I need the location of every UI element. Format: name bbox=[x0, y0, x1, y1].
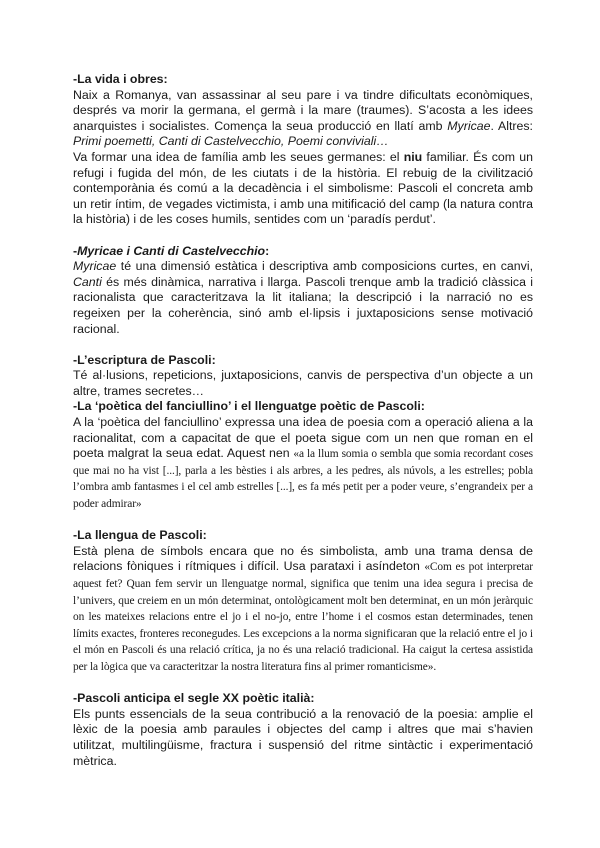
text-run: : bbox=[265, 243, 270, 258]
section-heading-myricae bbox=[73, 244, 533, 260]
text-run: és més dinàmica, narrativa i llarga. Pascoli trenque amb la tradició clàssica i racionalista que caracteritzava la lit italiana; la descripció i la narració no es regeixen per la coherència, sinó amb el·lipsis i juxtaposicions sense motivació racional. bbox=[73, 274, 533, 336]
italic-title: Canti bbox=[73, 274, 102, 289]
paragraph-llengua bbox=[73, 544, 533, 676]
text-run: té una dimensió estàtica i descriptiva amb composicions curtes, en canvi, bbox=[116, 259, 533, 274]
section-heading-llengua: -La llengua de Pascoli: bbox=[73, 528, 207, 543]
text-run: familiar. És com un refugi i fugida del món, de les ciutats i de la història. El rebuig de la civilització contemporània és comú a la decadència i el simbolisme: Pascoli el concreta amb un retir íntim, de vegades victimista, i amb una mitificació del camp (la natura contra la història) i de les coses humils, sentides com un ‘paradís perdut’. bbox=[73, 149, 533, 227]
section-heading-segle-xx: -Pascoli anticipa el segle XX poètic italià: bbox=[73, 691, 315, 706]
paragraph-escriptura: Té al·lusions, repeticions, juxtaposicions, canvis de perspectiva d’un objecte a un altre, trames secretes… bbox=[73, 368, 533, 398]
quotation: «a la llum somia o sembla que somia recordant coses que mai no ha vist [...], parla a les bèsties i als arbres, a les pedres, als núvols, a les estrelles; pobla l’ombra amb fantasmes i el cel amb estrelles [...], es fa més petit per a poder veure, s’engrandeix per a poder admirar» bbox=[73, 448, 534, 511]
paragraph-vida bbox=[73, 88, 533, 150]
document-page bbox=[73, 72, 533, 769]
italic-titles: Primi poemetti, Canti di Castelvecchio, Poemi conviviali… bbox=[73, 134, 389, 149]
text-run: Naix a Romanya, van assassinar al seu pare i va tindre dificultats econòmiques, després va morir la germana, el germà i la mare (traumes). S’acosta a les idees anarquistes i socialistes. Comença la seua producció en llatí amb bbox=[73, 87, 533, 133]
paragraph-segle-xx: Els punts essencials de la seua contribució a la renovació de la poesia: amplie el lèxic de la poesia amb paraules i objectes del camp i altres que mai s’havien utilitzat, multilingüisme, fractura i suspensió del ritme sintàctic i experimentació mètrica. bbox=[73, 706, 533, 768]
italic-title: Myricae bbox=[73, 259, 117, 274]
text-run: . Altres: bbox=[490, 118, 533, 133]
italic-title: Myricae i Canti di Castelvecchio bbox=[77, 243, 266, 258]
paragraph-familia bbox=[73, 150, 533, 228]
text-run: A la ‘poètica del fanciullino’ expressa una idea de poesia com a operació aliena a la racionalitat, com a capacitat de que el poeta sigue com un nen que roman en el poeta malgrat la seua edat. Aquest nen bbox=[73, 415, 533, 461]
section-heading-fanciullino: -La ‘poètica del fanciullino’ i el llenguatge poètic de Pascoli: bbox=[73, 399, 425, 414]
paragraph-myricae bbox=[73, 259, 533, 337]
text-run: - bbox=[73, 243, 78, 258]
paragraph-fanciullino bbox=[73, 415, 533, 513]
text-run: Està plena de símbols encara que no és simbolista, amb una trama densa de relacions fòniques i rítmiques i difícil. Usa parataxi i asíndeton bbox=[73, 543, 533, 574]
quotation: «Com es pot interpretar aquest fet? Quan fem servir un llenguatge normal, significa que tenim una idea segura i precisa de l’univers, que creiem en un món determinat, ontològicament molt ben determinat, en un món jeràrquic on les mateixes relacions entre el jo i el no-jo, entre l’home i el cosmos estan determinades, tenen límits exactes, fronteres reconegudes. Les excepcions a la norma significaran que la relació entre el jo i el món en Pascoli és una relació crítica, ja no és una relació tradicional. Ha caigut la certesa assistida per la lògica que va caracteritzar la nostra literatura fins al primer romanticisme». bbox=[73, 561, 533, 673]
section-heading-vida-obres: -La vida i obres: bbox=[73, 72, 168, 86]
text-run: Va formar una idea de família amb les seues germanes: el bbox=[73, 149, 404, 164]
section-heading-escriptura: -L’escriptura de Pascoli: bbox=[73, 352, 216, 367]
bold-word: niu bbox=[403, 149, 423, 164]
italic-title: Myricae bbox=[447, 118, 491, 133]
